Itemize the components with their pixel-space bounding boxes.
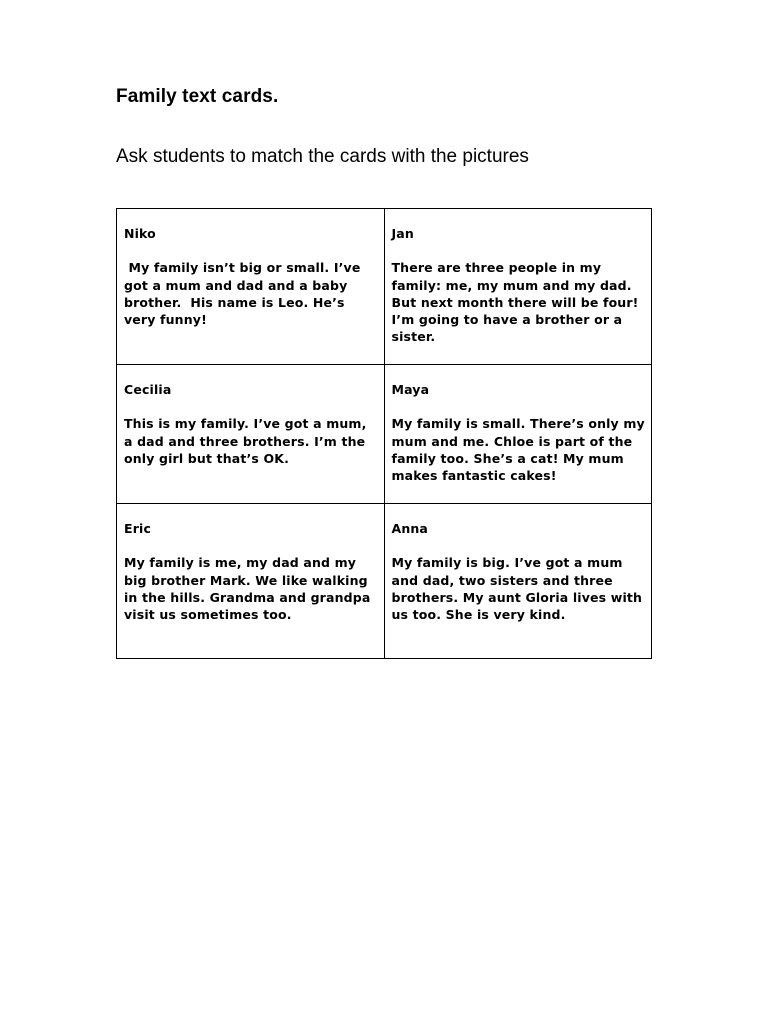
card-name: Maya xyxy=(391,382,430,397)
card-text: There are three people in my family: me, my mum and my dad. But next month there will be four! I’m going to have a brother or a sister. xyxy=(391,260,644,345)
card-name: Anna xyxy=(391,521,429,536)
page-instruction: Ask students to match the cards with the pictures xyxy=(116,146,529,167)
family-card xyxy=(117,365,385,504)
cards-row xyxy=(117,504,652,659)
family-card xyxy=(384,209,652,365)
card-text: My family isn’t big or small. I’ve got a mum and dad and a baby brother. His name is Leo. He’s very funny! xyxy=(124,260,365,328)
card-text: This is my family. I’ve got a mum, a dad and three brothers. I’m the only girl but that’s OK. xyxy=(124,416,372,466)
cards-row xyxy=(117,209,652,365)
card-name: Jan xyxy=(391,226,414,241)
card-text: My family is small. There’s only my mum and me. Chloe is part of the family too. She’s a cat! My mum makes fantastic cakes! xyxy=(391,416,650,484)
card-name: Eric xyxy=(124,521,151,536)
family-card xyxy=(384,365,652,504)
page-title: Family text cards. xyxy=(116,86,279,107)
card-text: My family is big. I’ve got a mum and dad, two sisters and three brothers. My aunt Gloria lives with us too. She is very kind. xyxy=(391,555,647,623)
family-cards-table xyxy=(116,208,652,659)
card-name: Niko xyxy=(124,226,156,241)
card-text: My family is me, my dad and my big brother Mark. We like walking in the hills. Grandma and grandpa visit us sometimes too. xyxy=(124,555,375,623)
family-card xyxy=(117,209,385,365)
card-name: Cecilia xyxy=(124,382,172,397)
family-card xyxy=(117,504,385,659)
cards-row xyxy=(117,365,652,504)
family-card xyxy=(384,504,652,659)
